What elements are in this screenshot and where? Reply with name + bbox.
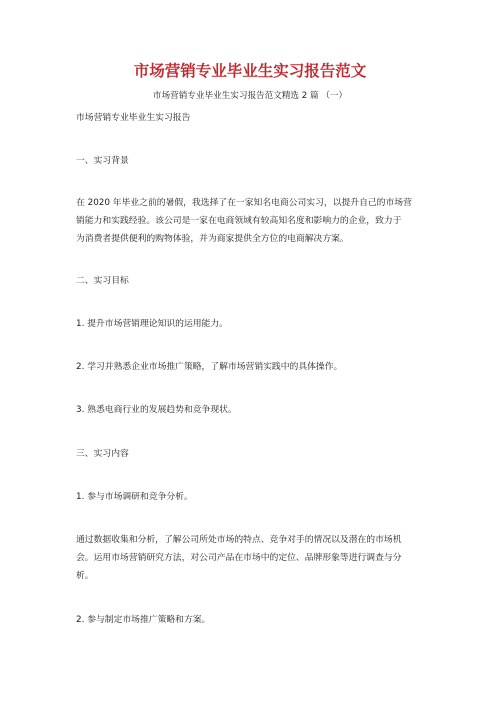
document-subtitle: 市场营销专业毕业生实习报告范文精选 2 篇 （一）	[152, 91, 348, 101]
list-item: 2. 参与制定市场推广策略和方案。	[76, 615, 211, 625]
paragraph-line: 在 2020 年毕业之前的暑假，我选择了在一家知名电商公司实习，以提升自己的市场营	[76, 198, 412, 208]
paragraph-line: 析。	[76, 571, 94, 581]
paragraph-line: 为消费者提供便利的购物体验，并为商家提供全方位的电商解决方案。	[76, 234, 349, 244]
document-title: 市场营销专业毕业生实习报告范文	[133, 62, 367, 80]
section-heading-goals: 二、实习目标	[76, 276, 129, 286]
paragraph-line: 销能力和实践经验。该公司是一家在电商领域有较高知名度和影响力的企业，致力于	[76, 216, 402, 226]
list-item: 1. 提升市场营销理论知识的运用能力。	[76, 319, 228, 329]
list-item: 2. 学习并熟悉企业市场推广策略，了解市场营销实践中的具体操作。	[76, 362, 343, 372]
report-heading: 市场营销专业毕业生实习报告	[76, 113, 191, 123]
list-item: 1. 参与市场调研和竞争分析。	[76, 492, 193, 502]
list-item: 3. 熟悉电商行业的发展趋势和竞争现状。	[76, 405, 237, 415]
section-heading-background: 一、实习背景	[76, 156, 129, 166]
section-heading-content: 三、实习内容	[76, 449, 129, 459]
paragraph-line: 会。运用市场营销研究方法，对公司产品在市场中的定位、品牌形象等进行调查与分	[76, 553, 402, 563]
paragraph-line: 通过数据收集和分析，了解公司所处市场的特点、竞争对手的情况以及潜在的市场机	[76, 535, 402, 545]
